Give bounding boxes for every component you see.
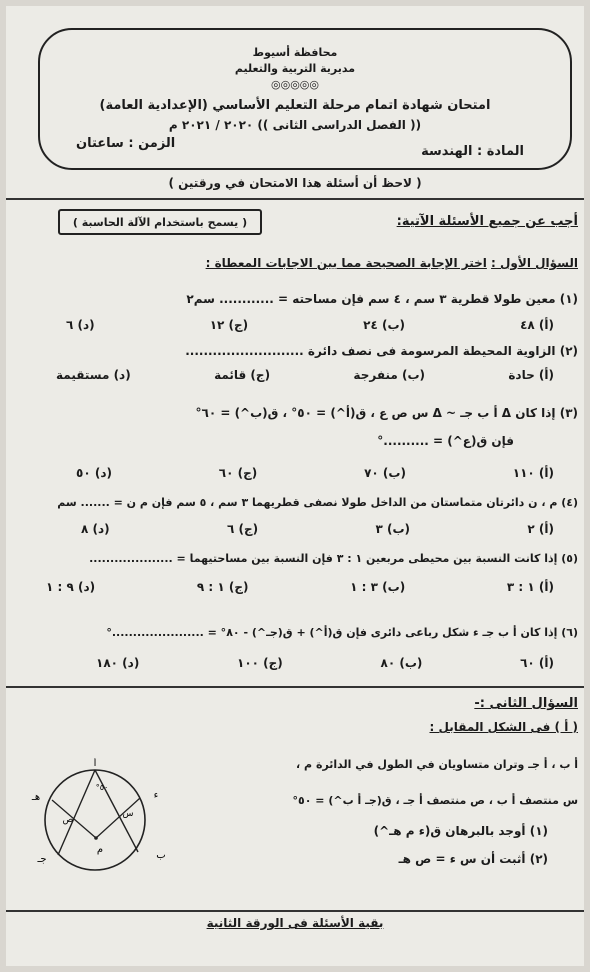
q1-item-1: (١) معين طولا قطرية ٣ سم ، ٤ سم فإن مساحته = ............ سم٢	[186, 292, 578, 306]
choice: (د) ٨	[81, 522, 110, 536]
q1-item-6: (٦) إذا كان أ ب جـ ء شكل رباعى دائرى فإن ق(أ^) + ق(جـ^) - ٨٠° = ......................°	[106, 626, 578, 639]
time: الزمن : ساعتان	[76, 136, 176, 151]
choice: (ج) ١٠٠	[237, 656, 283, 670]
choice: (ب) ٧٠	[364, 466, 406, 480]
geometry-figure	[20, 758, 170, 878]
q1-choices-2	[56, 368, 554, 382]
choice: (ج) قائمة	[214, 368, 271, 382]
q2-part-a: ( أ ) فى الشكل المقابل :	[429, 720, 578, 734]
q1-item-5: (٥) إذا كانت النسبة بين محيطى مربعين ١ : ٣ فإن النسبة بين مساحتيهما = ....................	[89, 552, 578, 565]
choice: (د) ٦	[66, 318, 95, 332]
label-h: هـ	[31, 792, 41, 803]
choice: (ج) ١ : ٩	[196, 580, 249, 594]
segment-m-h	[52, 800, 96, 838]
q1-heading	[206, 256, 578, 270]
divider	[6, 910, 584, 912]
choice: (أ) ١١٠	[512, 466, 554, 480]
center-point	[94, 836, 98, 840]
subject: المادة : الهندسة	[421, 144, 524, 159]
term: (( الفصل الدراسى الثانى )) ٢٠٢٠ / ٢٠٢١ م	[168, 118, 422, 132]
divider	[6, 686, 584, 688]
q2-given-1: أ ب ، أ جـ وتران متساويان في الطول في الدائرة م ،	[296, 758, 578, 771]
choice: (ب) ٣	[375, 522, 411, 536]
ornament: ◎◎◎◎◎	[271, 78, 319, 91]
q1-item-3-line2: فإن ق(ع^) = ..........°	[377, 434, 514, 448]
label-m: م	[96, 844, 104, 855]
exam-paper	[6, 6, 584, 966]
choice: (ب) ٢٤	[363, 318, 406, 332]
exam-title: امتحان شهادة اتمام مرحلة التعليم الأساسي (الإعدادية العامة)	[99, 98, 491, 113]
q1-item-2: (٢) الزاوية المحيطة المرسومة فى نصف دائرة ..........................	[185, 344, 578, 358]
label-s: س	[122, 809, 134, 819]
q1-choices-5	[46, 580, 554, 594]
q1-choices-3	[76, 466, 554, 480]
q2-req-2: (٢) أثبت أن س ء = ص هـ	[398, 852, 548, 866]
governorate: محافظة أسيوط	[252, 46, 338, 59]
q1-choices-6	[96, 656, 554, 670]
q1-item-4: (٤) م ، ن دائرتان متماستان من الداخل طولا نصفى قطريهما ٣ سم ، ٥ سم فإن م ن = ....... سم	[57, 496, 578, 509]
choice: (أ) ٦٠	[520, 656, 554, 670]
choice: (ب) ٨٠	[380, 656, 423, 670]
q2-given-2: س منتصف أ ب ، ص منتصف أ جـ ، ق(جـ أ ب^) = ٥٠°	[292, 794, 578, 807]
choice: (أ) ٢	[527, 522, 554, 536]
label-j: جـ	[37, 854, 47, 865]
q2-req-1: (١) أوجد بالبرهان ق(ء م هـ^)	[373, 824, 548, 838]
q1-item-3: (٣) إذا كان Δ أ ب جـ ~ Δ س ص ع ، ق(أ^) = ٥٠° ، ق(ب^) = ٦٠°	[195, 406, 578, 420]
notice: ( لاحظ أن أسئلة هذا الامتحان في ورقتين )	[168, 176, 422, 190]
label-b: ب	[156, 850, 166, 861]
choice: (ج) ٦٠	[218, 466, 258, 480]
label-sad: ص	[62, 815, 74, 825]
choice: (د) مستقيمة	[56, 368, 131, 382]
choice: (أ) ٤٨	[520, 318, 554, 332]
choice: (ب) ٣ : ١	[350, 580, 406, 594]
choice: (ب) منفرجة	[353, 368, 425, 382]
label-a: أ	[93, 758, 97, 769]
label-d: ء	[153, 790, 159, 801]
q1-choices-4	[81, 522, 554, 536]
choice: (ج) ٦	[227, 522, 259, 536]
q1-title: السؤال الأول :	[491, 256, 578, 270]
divider	[6, 198, 584, 200]
instruction: أجب عن جميع الأسئلة الآتية:	[396, 214, 578, 229]
label-angle: ٥٠°	[95, 783, 109, 792]
footer-note: بقية الأسئلة فى الورقة الثانية	[206, 916, 384, 930]
choice: (د) ٥٠	[76, 466, 112, 480]
q2-title: السؤال الثانى :-	[474, 696, 578, 711]
chord-ab	[58, 770, 95, 855]
choice: (د) ٩ : ١	[46, 580, 96, 594]
calculator-note: ( يسمح باستخدام الآلة الحاسبة )	[58, 209, 262, 235]
choice: (ج) ١٢	[209, 318, 249, 332]
q1-choices-1	[66, 318, 554, 332]
q1-instruction: اختر الإجابة الصحيحة مما بين الاجابات المعطاة :	[205, 256, 487, 270]
directorate: مديرية التربية والتعليم	[234, 62, 356, 75]
choice: (أ) ١ : ٣	[506, 580, 554, 594]
choice: (أ) حادة	[508, 368, 554, 382]
choice: (د) ١٨٠	[96, 656, 140, 670]
